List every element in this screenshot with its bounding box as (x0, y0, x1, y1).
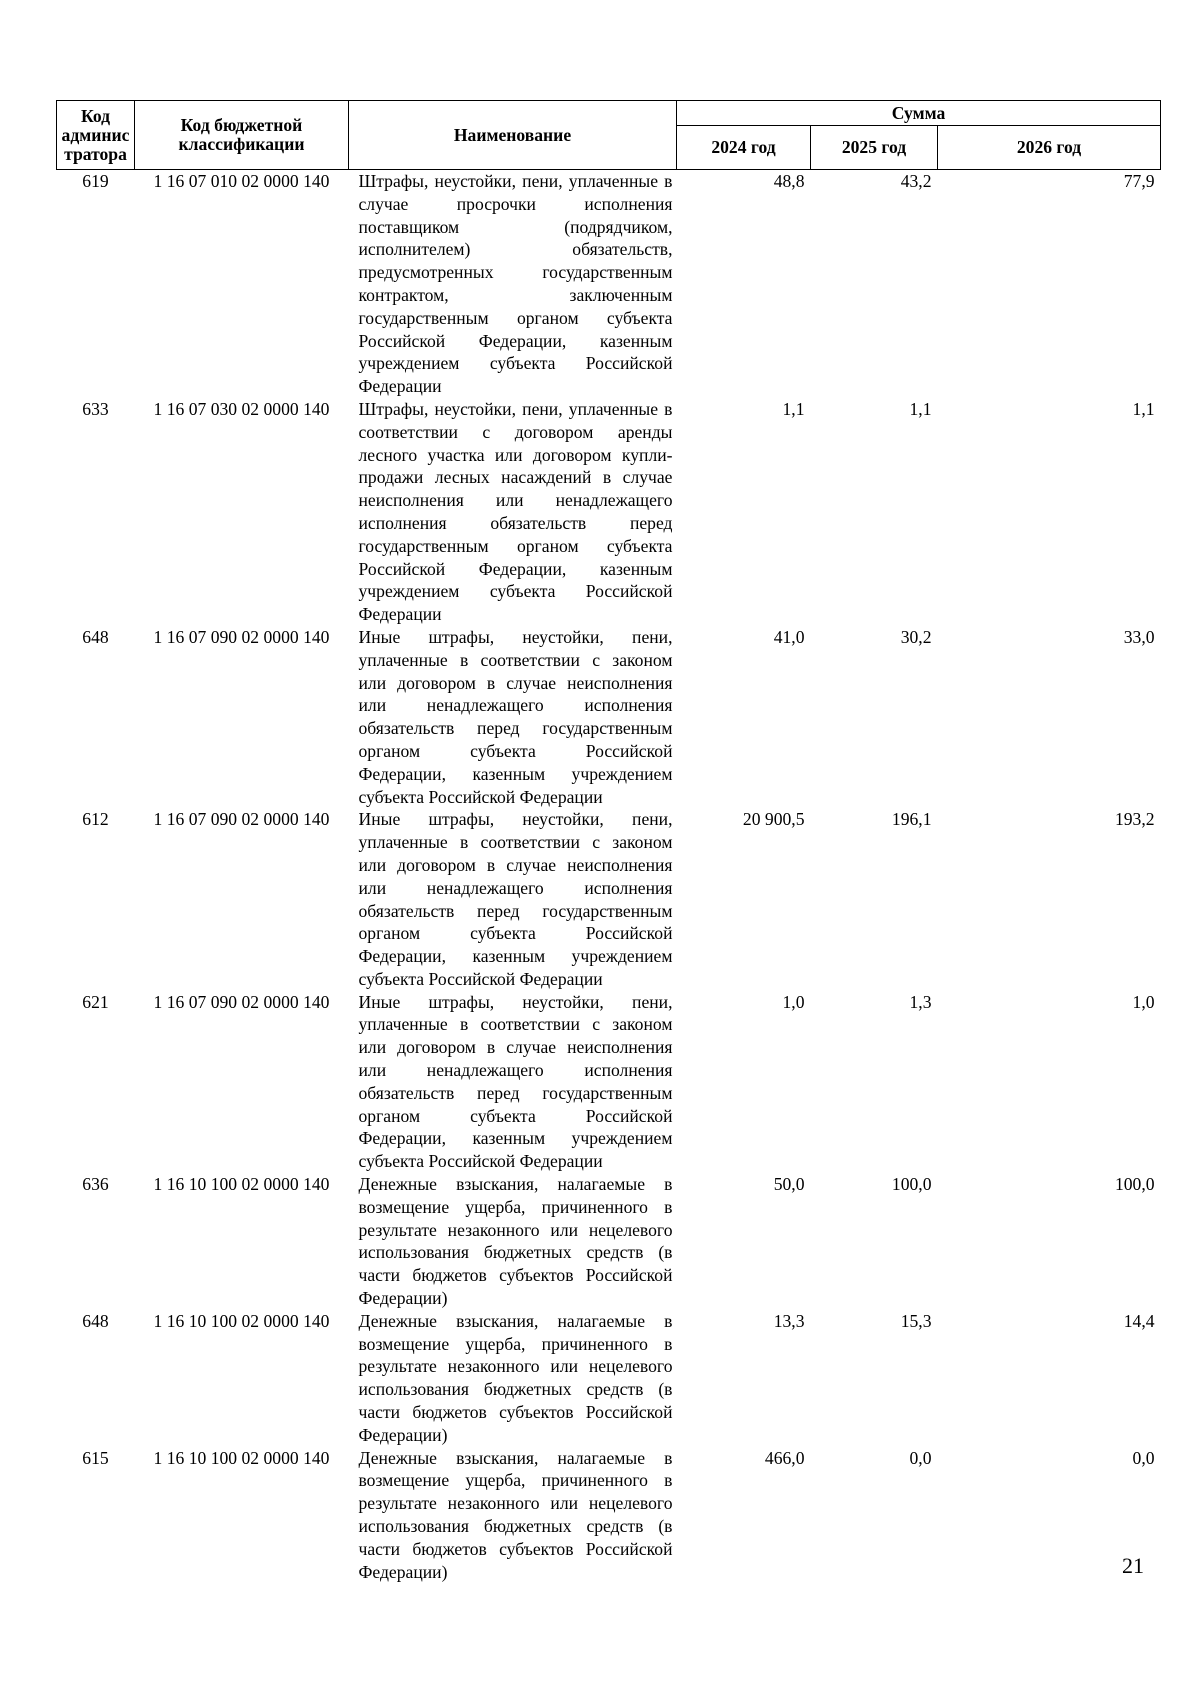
budget-code-cell: 1 16 07 030 02 0000 140 (153, 398, 330, 419)
amount-2025-cell: 1,3 (909, 991, 932, 1012)
name-cell: Штрафы, неустойки, пени, уплаченные в случае просрочки исполнения поставщиком (подрядчиком, исполнителем) обязательств, предусмотренных государственным контрактом, заключенным государственным органом субъекта Российской Федерации, казенным учреждением субъекта Российской Федерации (358, 171, 673, 397)
table-row (57, 170, 1161, 398)
budget-code-cell: 1 16 07 090 02 0000 140 (153, 809, 330, 830)
table-body (57, 170, 1161, 1584)
year-2025-header: 2025 год (811, 126, 938, 170)
name-header: Наименование (349, 101, 677, 170)
name-cell: Денежные взыскания, налагаемые в возмещение ущерба, причиненного в результате незаконного или нецелевого использования бюджетных средств (в части бюджетов субъектов Российской Федерации) (358, 1447, 673, 1582)
budget-code-cell: 1 16 07 090 02 0000 140 (153, 626, 330, 647)
amount-2026-cell: 14,4 (1123, 1310, 1155, 1331)
amount-2025-cell: 196,1 (891, 809, 932, 830)
admin-code-cell: 633 (82, 398, 109, 419)
budget-code-header: Код бюджетной классификации (135, 101, 349, 170)
amount-2025-cell: 100,0 (891, 1174, 932, 1195)
amount-2025-cell: 30,2 (900, 626, 932, 647)
amount-2026-cell: 33,0 (1123, 626, 1155, 647)
amount-2024-cell: 50,0 (773, 1174, 805, 1195)
amount-2026-cell: 1,1 (1132, 398, 1155, 419)
year-2024-header: 2024 год (677, 126, 811, 170)
amount-2025-cell: 0,0 (909, 1447, 932, 1468)
table-row (57, 1173, 1161, 1310)
name-cell: Штрафы, неустойки, пени, уплаченные в соответствии с договором аренды лесного участка или договором купли-продажи лесных насаждений в случае неисполнения или ненадлежащего исполнения обязательств перед государственным органом субъекта Российской Федерации, казенным учреждением субъекта Российской Федерации (358, 398, 673, 625)
admin-code-cell: 621 (82, 991, 109, 1012)
amount-2024-cell: 13,3 (773, 1310, 805, 1331)
admin-code-cell: 612 (82, 809, 109, 830)
name-cell: Денежные взыскания, налагаемые в возмещение ущерба, причиненного в результате незаконного или нецелевого использования бюджетных средств (в части бюджетов субъектов Российской Федерации) (358, 1310, 673, 1445)
admin-code-header: Код админис тратора (57, 101, 135, 170)
table-row (57, 808, 1161, 990)
sum-header: Сумма (677, 101, 1161, 126)
document-page (56, 100, 1160, 1583)
amount-2024-cell: 1,0 (782, 991, 805, 1012)
name-cell: Иные штрафы, неустойки, пени, уплаченные в соответствии с законом или договором в случае неисполнения или ненадлежащего исполнения обязательств перед государственным органом субъекта Российской Федерации, казенным учреждением субъекта Российской Федерации (358, 626, 673, 807)
amount-2024-cell: 48,8 (773, 171, 805, 191)
year-2026-header: 2026 год (938, 126, 1161, 170)
amount-2024-cell: 20 900,5 (742, 809, 805, 830)
revenue-table (56, 100, 1161, 1583)
amount-2025-cell: 15,3 (900, 1310, 932, 1331)
amount-2026-cell: 100,0 (1114, 1174, 1155, 1195)
admin-code-cell: 648 (82, 1310, 109, 1331)
table-row (57, 1447, 1161, 1584)
table-row (57, 398, 1161, 626)
budget-code-cell: 1 16 10 100 02 0000 140 (153, 1447, 330, 1468)
table-row (57, 991, 1161, 1173)
amount-2024-cell: 1,1 (782, 398, 805, 419)
admin-code-cell: 648 (82, 626, 109, 647)
amount-2025-cell: 1,1 (909, 398, 932, 419)
table-header (57, 101, 1161, 170)
admin-code-cell: 636 (82, 1174, 109, 1195)
amount-2026-cell: 193,2 (1114, 809, 1155, 830)
amount-2026-cell: 77,9 (1123, 171, 1155, 191)
amount-2025-cell: 43,2 (900, 171, 932, 191)
budget-code-cell: 1 16 07 010 02 0000 140 (153, 171, 330, 191)
budget-code-cell: 1 16 07 090 02 0000 140 (153, 991, 330, 1012)
amount-2024-cell: 41,0 (773, 626, 805, 647)
name-cell: Иные штрафы, неустойки, пени, уплаченные в соответствии с законом или договором в случае неисполнения или ненадлежащего исполнения обязательств перед государственным органом субъекта Российской Федерации, казенным учреждением субъекта Российской Федерации (358, 809, 673, 989)
budget-code-cell: 1 16 10 100 02 0000 140 (153, 1174, 330, 1195)
amount-2026-cell: 0,0 (1132, 1447, 1155, 1468)
table-row (57, 626, 1161, 808)
page-number: 21 (1122, 1553, 1144, 1578)
budget-code-cell: 1 16 10 100 02 0000 140 (153, 1310, 330, 1331)
amount-2024-cell: 466,0 (764, 1447, 805, 1468)
admin-code-cell: 619 (82, 171, 109, 191)
admin-code-cell: 615 (82, 1447, 109, 1468)
name-cell: Иные штрафы, неустойки, пени, уплаченные в соответствии с законом или договором в случае неисполнения или ненадлежащего исполнения обязательств перед государственным органом субъекта Российской Федерации, казенным учреждением субъекта Российской Федерации (358, 991, 673, 1172)
name-cell: Денежные взыскания, налагаемые в возмещение ущерба, причиненного в результате незаконного или нецелевого использования бюджетных средств (в части бюджетов субъектов Российской Федерации) (358, 1174, 673, 1309)
table-row (57, 1310, 1161, 1447)
amount-2026-cell: 1,0 (1132, 991, 1155, 1012)
